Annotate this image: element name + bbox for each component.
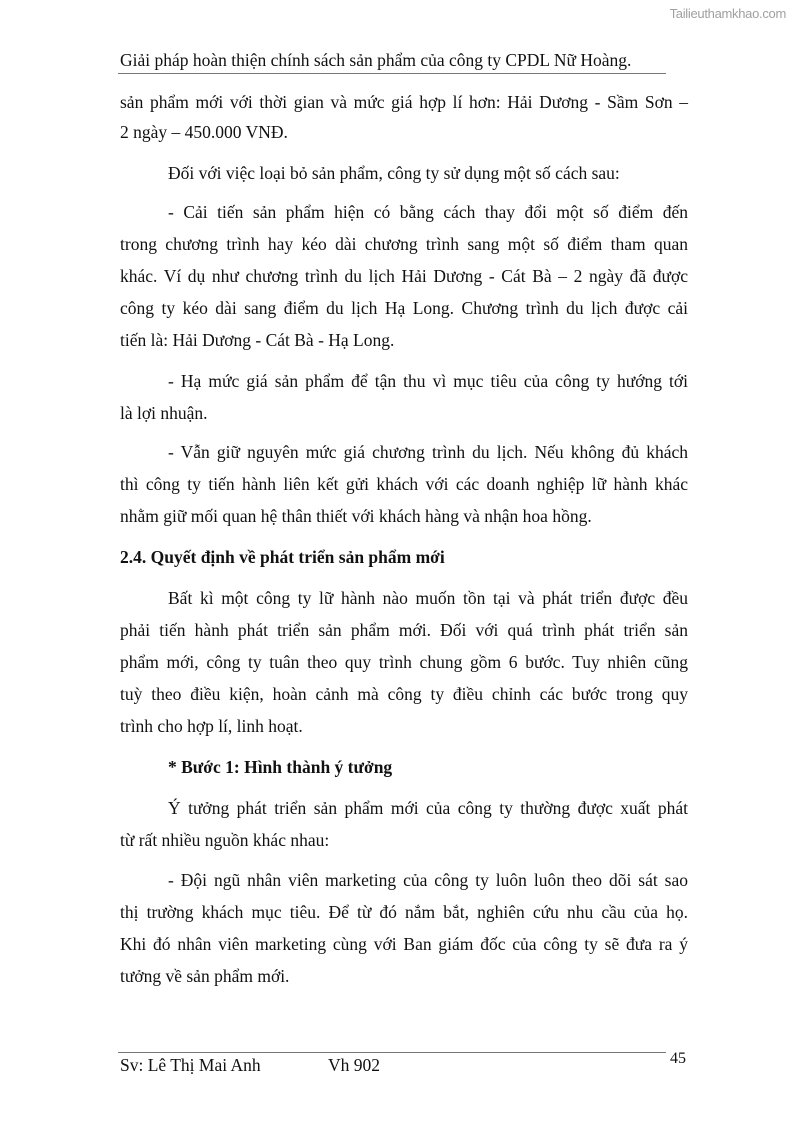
- footer-rule: [118, 1052, 666, 1053]
- paragraph-line: - Cải tiến sản phẩm hiện có bằng cách thay đổi một số điểm đến: [168, 202, 688, 222]
- paragraph-line: công ty kéo dài sang điểm du lịch Hạ Long. Chương trình du lịch được cải: [120, 298, 688, 318]
- paragraph-line: - Đội ngũ nhân viên marketing của công ty luôn luôn theo dõi sát sao: [168, 870, 688, 890]
- section-heading: 2.4. Quyết định về phát triển sản phẩm mới: [120, 547, 445, 567]
- paragraph-line: thị trường khách mục tiêu. Để từ đó nắm bắt, nghiên cứu nhu cầu của họ.: [120, 902, 688, 922]
- paragraph-line: là lợi nhuận.: [120, 403, 208, 423]
- paragraph-line: 2 ngày – 450.000 VNĐ.: [120, 122, 288, 142]
- paragraph-line: phẩm mới, công ty tuân theo quy trình chung gồm 6 bước. Tuy nhiên cũng: [120, 652, 688, 672]
- paragraph-line: - Vẫn giữ nguyên mức giá chương trình du lịch. Nếu không đủ khách: [168, 442, 688, 462]
- paragraph-line: trong chương trình hay kéo dài chương trình sang một số điểm tham quan: [120, 234, 688, 254]
- paragraph-line: - Hạ mức giá sản phẩm để tận thu vì mục tiêu của công ty hướng tới: [168, 371, 688, 391]
- header-rule: [118, 73, 666, 74]
- paragraph-line: Khi đó nhân viên marketing cùng với Ban giám đốc của công ty sẽ đưa ra ý: [120, 934, 688, 954]
- paragraph-line: phải tiến hành phát triển sản phẩm mới. Đối với quá trình phát triển sản: [120, 620, 688, 640]
- paragraph-line: thì công ty tiến hành liên kết gửi khách với các doanh nghiệp lữ hành khác: [120, 474, 688, 494]
- paragraph-line: tuỳ theo điều kiện, hoàn cảnh mà công ty điều chỉnh các bước trong quy: [120, 684, 688, 704]
- paragraph-line: Đối với việc loại bỏ sản phẩm, công ty sử dụng một số cách sau:: [168, 163, 620, 183]
- paragraph-line: Bất kì một công ty lữ hành nào muốn tồn tại và phát triển được đều: [168, 588, 688, 608]
- paragraph-line: trình cho hợp lí, linh hoạt.: [120, 716, 303, 736]
- footer-student: Sv: Lê Thị Mai Anh: [120, 1055, 261, 1075]
- footer-class: Vh 902: [328, 1055, 381, 1075]
- paragraph-line: nhằm giữ mối quan hệ thân thiết với khách hàng và nhận hoa hồng.: [120, 506, 592, 526]
- paragraph-line: tiến là: Hải Dương - Cát Bà - Hạ Long.: [120, 330, 395, 350]
- page-number: 45: [670, 1050, 686, 1067]
- paragraph-line: sản phẩm mới với thời gian và mức giá hợp lí hơn: Hải Dương - Sầm Sơn –: [120, 92, 688, 112]
- paragraph-line: Ý tưởng phát triển sản phẩm mới của công ty thường được xuất phát: [168, 798, 688, 818]
- step-heading: * Bước 1: Hình thành ý tưởng: [168, 757, 393, 777]
- paragraph-line: từ rất nhiều nguồn khác nhau:: [120, 830, 330, 850]
- paragraph-line: tưởng về sản phẩm mới.: [120, 966, 290, 986]
- paragraph-line: khác. Ví dụ như chương trình du lịch Hải Dương - Cát Bà – 2 ngày đã được: [120, 266, 688, 286]
- watermark: Tailieuthamkhao.com: [669, 6, 786, 21]
- running-header: Giải pháp hoàn thiện chính sách sản phẩm của công ty CPDL Nữ Hoàng.: [120, 50, 632, 70]
